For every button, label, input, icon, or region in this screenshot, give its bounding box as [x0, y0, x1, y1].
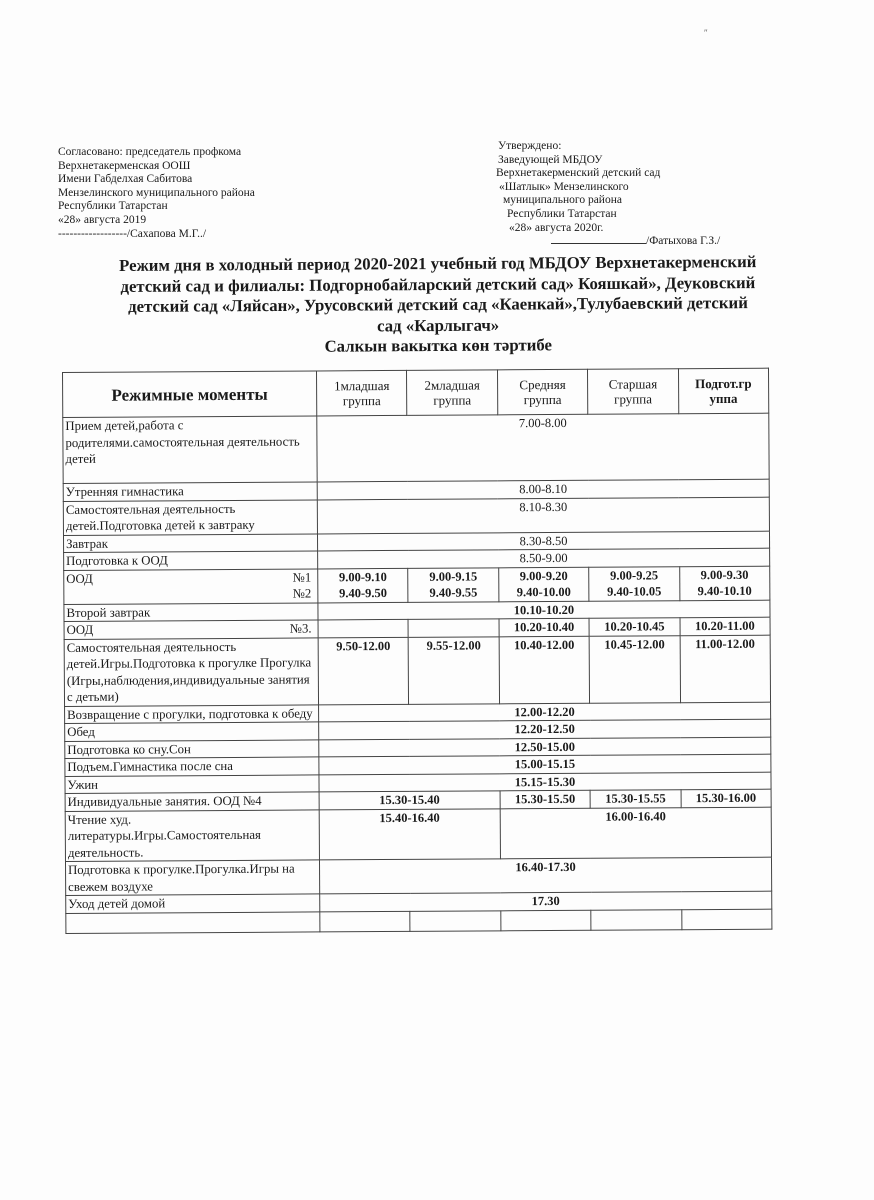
cell-group-3: 15.30-15.50 — [500, 790, 591, 808]
approval-left-line: Верхнетакерменская ООШ — [58, 159, 191, 172]
header-group-2: 2младшая группа — [407, 370, 498, 416]
row-label: Подготовка ко сну.Сон — [65, 739, 319, 758]
table-row — [65, 857, 771, 895]
row-label: Подготовка к ООД — [64, 551, 318, 570]
cell-group-1-2: 15.40-16.40 — [319, 808, 500, 860]
title-line: детский сад и филиалы: Подгорнобайларский детский сад» Кояшкай», Деуковский — [120, 272, 756, 296]
approval-right-line: Заведующей МБДОУ — [498, 153, 603, 166]
approval-block-left — [58, 146, 255, 241]
approval-right-line: «Шатлык» Мензелинского — [499, 180, 629, 193]
row-label: Подготовка к прогулке.Прогулка.Игры на свежем воздухе — [65, 860, 319, 896]
row-label: Прием детей,работа с родителями.самостоятельная деятельность детей — [63, 416, 317, 484]
cell-group-1-2: 15.30-15.40 — [319, 791, 500, 810]
row-label: Чтение худ. литературы.Игры.Самостоятельная деятельность. — [65, 809, 319, 861]
empty-cell — [591, 909, 682, 930]
table-row — [64, 566, 770, 604]
cell-group-2 — [408, 619, 499, 637]
row-label: Завтрак — [63, 533, 317, 552]
time-slot: 9.40-10.10 — [697, 583, 752, 598]
row-time-all: 12.50-15.00 — [319, 737, 771, 757]
cell-group-3: 10.40-12.00 — [499, 636, 590, 704]
time-slot: 9.40-9.55 — [429, 584, 478, 600]
cell-group-5: 10.20-11.00 — [680, 617, 771, 635]
row-time-all: 17.30 — [320, 891, 772, 911]
row-label: Утренняя гимнастика — [63, 482, 317, 501]
approval-left-line: Согласовано: председатель профкома — [58, 146, 242, 158]
header-moments: Режимные моменты — [63, 371, 317, 418]
row-label: Обед — [65, 722, 319, 741]
title-line: детский сад «Ляйсан», Урусовский детский сад «Каенкай»,Тулубаевский детский — [128, 293, 748, 316]
header-group-5: Подгот.гр уппа — [678, 368, 769, 414]
row-time-all: 16.40-17.30 — [319, 857, 771, 894]
ood-number: №2 — [292, 586, 312, 601]
approval-right-line: Верхнетакерменский детский сад — [496, 167, 661, 180]
row-time-all: 10.10-10.20 — [318, 600, 770, 620]
time-slot: 9.00-9.10 — [338, 569, 387, 584]
approval-right-line: муниципального района — [503, 194, 622, 207]
empty-cell — [320, 911, 411, 932]
cell-group-4: 10.45-12.00 — [589, 635, 680, 703]
row-label-ood — [64, 620, 318, 639]
approval-right-line: Утверждено: — [498, 140, 562, 152]
time-slot: 9.00-9.15 — [429, 568, 478, 584]
table-row — [64, 635, 770, 706]
row-time-all: 15.15-15.30 — [319, 772, 771, 792]
row-label: Второй завтрак — [64, 602, 318, 621]
cell-group-5 — [679, 566, 770, 601]
empty-cell — [410, 910, 501, 931]
row-label: Подъем.Гимнастика после сна — [65, 757, 319, 776]
cell-group-4: 15.30-15.55 — [590, 790, 681, 808]
table-row — [63, 413, 769, 483]
table-header-row — [63, 368, 769, 417]
row-time-all: 7.00-8.00 — [317, 413, 769, 482]
header-group-3: Средняя группа — [497, 369, 588, 415]
row-time-all: 8.50-9.00 — [318, 548, 770, 568]
empty-cell — [501, 910, 592, 931]
approval-block-right — [493, 140, 720, 249]
corner-mark: ″ — [704, 28, 708, 38]
row-time-all: 8.30-8.50 — [317, 531, 769, 551]
ood-label: ООД — [66, 571, 93, 586]
approval-right-signature — [493, 235, 720, 249]
approval-left-line: Имени Габделхая Сабитова — [58, 173, 193, 186]
empty-cell — [66, 911, 320, 933]
time-slot: 9.40-10.05 — [607, 583, 662, 599]
header-group-4: Старшая группа — [588, 369, 679, 415]
row-time-all: 8.10-8.30 — [317, 497, 769, 534]
approval-left-signature: ------------------/Сахапова М.Г../ — [58, 227, 207, 240]
ood-number: №3. — [289, 621, 312, 636]
approval-left-line: Республики Татарстан — [58, 200, 168, 213]
approval-left-line: Мензелинского муниципального района — [58, 186, 255, 199]
cell-group-2 — [408, 567, 499, 602]
cell-group-1 — [318, 568, 409, 603]
row-label: Возвращение с прогулки, подготовка к обеду — [65, 704, 319, 723]
row-time-all: 12.00-12.20 — [318, 702, 770, 722]
row-time-all: 8.00-8.10 — [317, 479, 769, 499]
cell-group-1: 9.50-12.00 — [318, 637, 409, 705]
document-title — [62, 252, 815, 359]
cell-group-3 — [498, 567, 589, 602]
row-label: Ужин — [65, 774, 319, 793]
cell-group-3: 10.20-10.40 — [499, 618, 590, 636]
time-slot: 9.40-10.00 — [516, 584, 571, 599]
empty-cell — [681, 909, 772, 930]
cell-group-4 — [589, 566, 680, 601]
row-label: Самостоятельная деятельность детей.Подготовка детей к завтраку — [63, 499, 317, 535]
cell-group-4: 10.20-10.45 — [589, 618, 680, 636]
cell-group-5: 11.00-12.00 — [680, 635, 771, 703]
signature-name: /Фатыхова Г.З./ — [646, 235, 721, 248]
header-group-1: 1младшая группа — [316, 370, 407, 416]
row-label: Самостоятельная деятельность детей.Игры.Подготовка к прогулке Прогулка (Игры,наблюдения,индивидуальные занятия с детьми) — [64, 637, 318, 706]
time-slot: 9.00-9.30 — [700, 567, 749, 582]
ood-number: №1 — [292, 569, 312, 585]
title-subtitle: Салкын вакытка көн тәртибе — [324, 335, 553, 356]
time-slot: 9.00-9.20 — [519, 568, 568, 583]
title-line: сад «Карлыгач» — [377, 315, 500, 335]
title-line: Режим дня в холодный период 2020-2021 учебный год МБДОУ Верхнетакерменский — [119, 252, 757, 275]
approval-right-line: Республики Татарстан — [507, 207, 617, 220]
row-time-all: 15.00-15.15 — [319, 754, 771, 774]
schedule-table — [62, 368, 772, 934]
signature-line — [551, 243, 646, 244]
row-label-ood — [64, 568, 318, 604]
table-row — [65, 807, 771, 862]
approval-right-date: «28» августа 2020г. — [509, 221, 604, 234]
row-time-all: 12.20-12.50 — [319, 719, 771, 739]
time-slot: 9.40-9.50 — [338, 585, 388, 600]
row-label: Индивидуальные занятия. ООД №4 — [65, 792, 319, 811]
time-slot: 9.00-9.25 — [610, 567, 659, 583]
ood-label: ООД — [66, 622, 94, 637]
row-label: Уход детей домой — [66, 894, 320, 913]
approval-left-line: «28» августа 2019 — [58, 213, 147, 226]
cell-group-5: 15.30-16.00 — [681, 789, 772, 807]
table-row — [63, 497, 769, 535]
cell-group-3-5: 16.00-16.40 — [500, 807, 772, 859]
table-row-empty — [66, 909, 772, 933]
cell-group-1 — [318, 619, 409, 637]
cell-group-2: 9.55-12.00 — [408, 636, 499, 704]
